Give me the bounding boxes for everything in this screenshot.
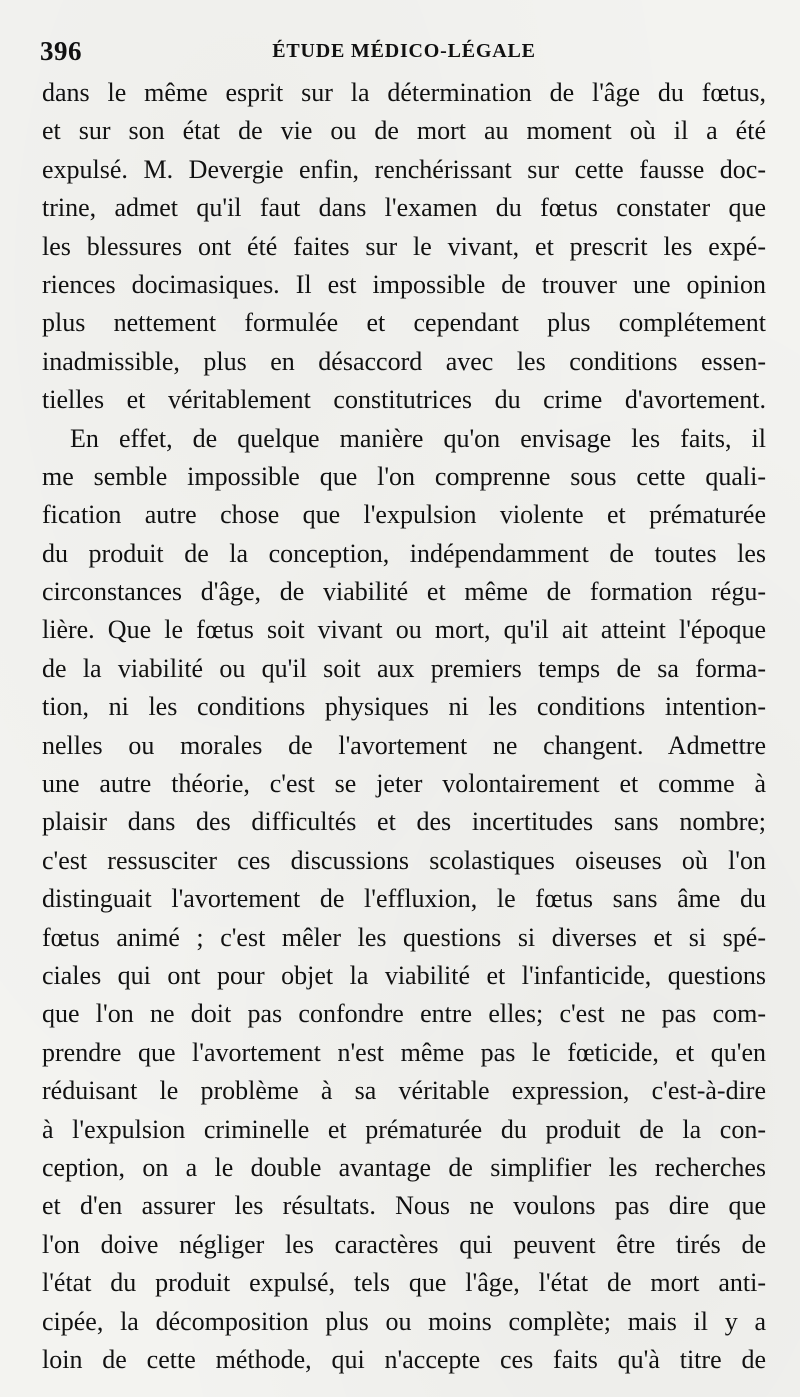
text-line: les blessures ont été faites sur le vivant, et prescrit les expé- xyxy=(42,231,766,261)
text-line: En effet, de quelque manière qu'on envisage les faits, il xyxy=(70,423,766,453)
text-line: fication autre chose que l'expulsion violente et prématurée xyxy=(42,500,766,530)
text-line: l'état du produit expulsé, tels que l'âge, l'état de mort anti- xyxy=(42,1268,766,1298)
text-line: ciales qui ont pour objet la viabilité et l'infanticide, questions xyxy=(42,960,766,990)
text-line: ception, on a le double avantage de simplifier les recherches xyxy=(42,1152,766,1182)
running-head: ÉTUDE MÉDICO-LÉGALE xyxy=(272,40,536,62)
text-line: à l'expulsion criminelle et prématurée du produit de la con- xyxy=(42,1114,766,1144)
text-line: une autre théorie, c'est se jeter volontairement et comme à xyxy=(42,769,766,799)
text-line: du produit de la conception, indépendamment de toutes les xyxy=(42,538,766,568)
text-line: fœtus animé ; c'est mêler les questions si diverses et si spé- xyxy=(42,922,766,952)
text-line: loin de cette méthode, qui n'accepte ces faits qu'à titre de xyxy=(42,1344,766,1374)
text-line: distinguait l'avortement de l'effluxion, le fœtus sans âme du xyxy=(42,884,766,914)
text-line: prendre que l'avortement n'est même pas le fœticide, et qu'en xyxy=(42,1037,766,1067)
text-line: réduisant le problème à sa véritable expression, c'est-à-dire xyxy=(42,1076,766,1106)
text-line: me semble impossible que l'on comprenne sous cette quali- xyxy=(42,461,766,491)
text-line: plus nettement formulée et cependant plus complétement xyxy=(42,308,766,338)
text-line: et sur son état de vie ou de mort au moment où il a été xyxy=(42,116,766,146)
text-line: tielles et véritablement constitutrices du crime d'avortement. xyxy=(42,385,766,415)
text-line: l'on doive négliger les caractères qui peuvent être tirés de xyxy=(42,1229,766,1259)
page-header xyxy=(40,36,768,66)
text-line: que l'on ne doit pas confondre entre elles; c'est ne pas com- xyxy=(42,999,766,1029)
page-number: 396 xyxy=(40,36,82,66)
text-line: inadmissible, plus en désaccord avec les conditions essen- xyxy=(42,346,766,376)
text-line: trine, admet qu'il faut dans l'examen du fœtus constater que xyxy=(42,193,766,223)
text-line: de la viabilité ou qu'il soit aux premiers temps de sa forma- xyxy=(42,653,766,683)
text-line: tion, ni les conditions physiques ni les conditions intention- xyxy=(42,692,766,722)
body-text xyxy=(42,74,766,1379)
text-line: lière. Que le fœtus soit vivant ou mort, qu'il ait atteint l'époque xyxy=(42,615,766,645)
text-line: circonstances d'âge, de viabilité et même de formation régu- xyxy=(42,577,766,607)
text-line: nelles ou morales de l'avortement ne changent. Admettre xyxy=(42,730,766,760)
text-line: et d'en assurer les résultats. Nous ne voulons pas dire que xyxy=(42,1191,766,1221)
text-line: dans le même esprit sur la détermination de l'âge du fœtus, xyxy=(42,78,766,107)
text-line: plaisir dans des difficultés et des incertitudes sans nombre; xyxy=(42,807,766,837)
text-line: c'est ressusciter ces discussions scolastiques oiseuses où l'on xyxy=(42,845,766,875)
text-line: cipée, la décomposition plus ou moins complète; mais il y a xyxy=(42,1306,766,1336)
text-line: expulsé. M. Devergie enfin, renchérissant sur cette fausse doc- xyxy=(42,154,766,184)
text-line: riences docimasiques. Il est impossible de trouver une opinion xyxy=(42,269,766,299)
